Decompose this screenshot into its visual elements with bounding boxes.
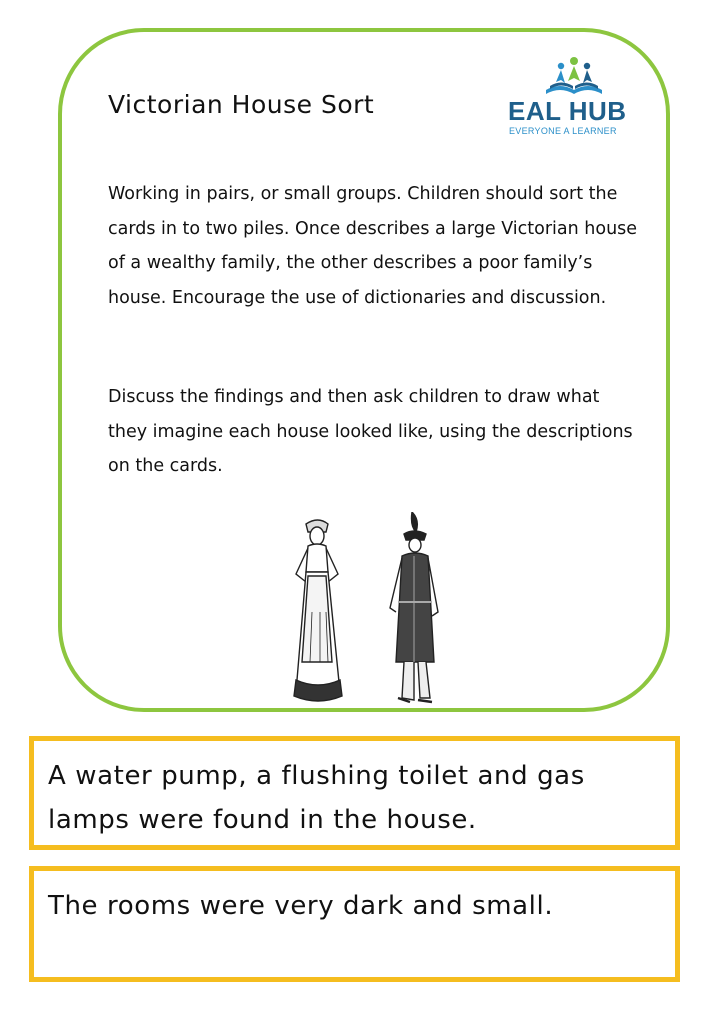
logo-name: EAL HUB xyxy=(508,96,627,126)
sort-card xyxy=(29,866,680,982)
instruction-card xyxy=(58,28,670,712)
people-reading-book-icon xyxy=(542,56,606,98)
page-title: Victorian House Sort xyxy=(108,90,375,119)
card-text: A water pump, a flushing toilet and gas lamps were found in the house. xyxy=(48,761,585,835)
instruction-paragraph: Working in pairs, or small groups. Children should sort the cards in to two piles. Once describes a large Victorian house of a wealthy family, the other describes a poor family’s house. Encourage the use of dictionaries and discussion. xyxy=(108,184,638,308)
sort-card xyxy=(29,736,680,850)
victorian-poor-woman-illustration xyxy=(294,520,342,701)
logo-tagline: EVERYONE A LEARNER xyxy=(509,126,617,136)
card-text: The rooms were very dark and small. xyxy=(48,891,554,921)
victorian-wealthy-woman-illustration xyxy=(390,512,438,702)
eal-hub-logo xyxy=(508,56,640,140)
victorian-women-illustration xyxy=(262,512,462,712)
instruction-paragraph: Discuss the findings and then ask children to draw what they imagine each house looked like, using the descriptions on the cards. xyxy=(108,387,633,476)
